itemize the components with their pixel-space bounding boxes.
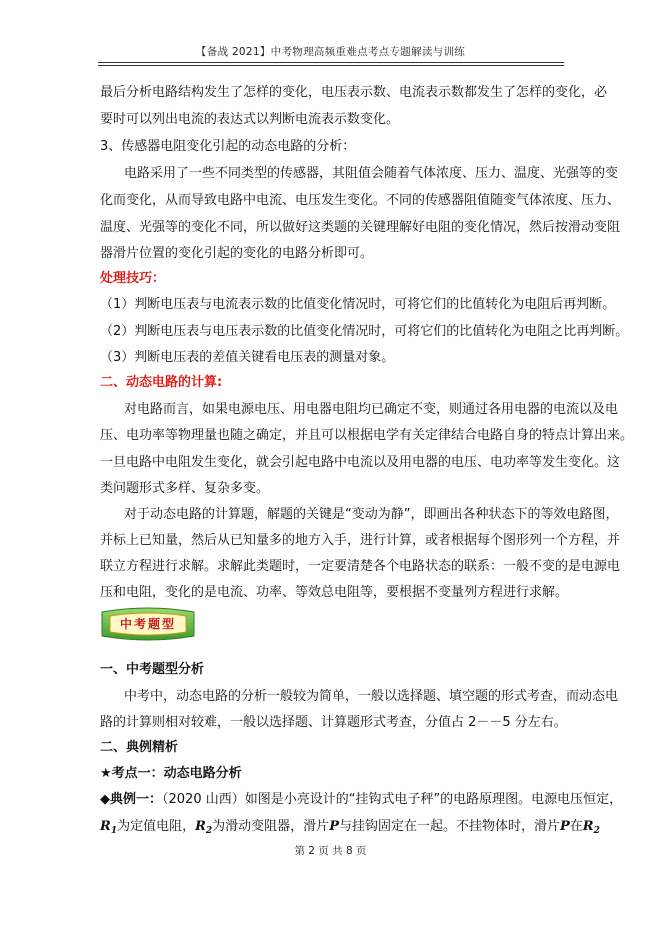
section-heading: 二、典例精析 <box>100 740 179 755</box>
body-line: 器滑片位置的变化引起的变化的电路分析即可。 <box>100 246 374 261</box>
var-r1: R <box>100 819 111 834</box>
body-line: 化而变化，从而导致电路中电流、电压发生变化。不同的传感器阻值随变气体浓度、压力、 <box>100 193 621 208</box>
example-text: 在 <box>569 819 583 834</box>
example-text: 为滑动变阻器，滑片 <box>212 819 330 834</box>
section-heading: 二、动态电路的计算: <box>100 375 223 390</box>
body-line: 压和电阻，变化的是电流、功率、等效总电阻等，要根据不变量列方程进行求解。 <box>100 585 569 600</box>
page-header: 【备战 2021】中考物理高频重难点考点专题解读与训练 <box>195 46 466 58</box>
tips-heading: 处理技巧： <box>100 271 166 286</box>
example-line <box>100 819 600 836</box>
section-heading: 一、中考题型分析 <box>100 662 205 677</box>
topic-heading: ★考点一：动态电路分析 <box>100 766 242 781</box>
body-line: 压、电功率等物理量也随之确定，并且可以根据电学有关定律结合电路自身的特点计算出来。 <box>100 428 634 443</box>
var-r2-sub: 2 <box>205 826 213 836</box>
exam-type-banner <box>96 604 200 644</box>
body-line: 一旦电路中电阻发生变化，就会引起电路中电流以及用电器的电压、电功率等发生变化。这 <box>100 455 621 470</box>
var-p: P <box>329 819 339 834</box>
body-line: 路的计算则相对较难，一般以选择题、计算题形式考查，分值占 2－－5 分左右。 <box>100 715 567 730</box>
body-line: 并标上已知量，然后从已知量多的地方入手，进行计算，或者根据每个图形列一个方程，并 <box>100 533 621 548</box>
body-line: 温度、光强等的变化不同，所以做好这类题的关键理解好电阻的变化情况，然后按滑动变阻 <box>100 220 621 235</box>
page-footer: 第 2 页 共 8 页 <box>294 845 367 857</box>
banner-label: 中考题型 <box>119 617 176 631</box>
body-line: 电路采用了一些不同类型的传感器，其阻值会随着气体浓度、压力、温度、光强等的变 <box>124 166 619 181</box>
tip-item: （2）判断电压表与电压表示数的比值变化情况时，可将它们的比值转化为电阻之比再判断。 <box>100 324 629 339</box>
var-r2-sub: 2 <box>593 826 600 836</box>
body-line: 对于动态电路的计算题，解题的关键是“变动为静”，即画出各种状态下的等效电路图， <box>124 507 619 522</box>
var-r2: R <box>582 819 594 834</box>
body-line: 要时可以列出电流的表达式以判断电流表示数变化。 <box>100 112 400 127</box>
body-line: 联立方程进行求解。求解此类题时，一定要清楚各个电路状态的联系：一般不变的是电源电 <box>100 559 621 574</box>
body-line: 最后分析电路结构发生了怎样的变化，电压表示数、电流表示数都发生了怎样的变化，必 <box>100 85 608 100</box>
body-line: 类问题形式多样、复杂多变。 <box>100 481 270 496</box>
tip-item: （3）判断电压表的差值关键看电压表的测量对象。 <box>100 350 395 365</box>
example-label: ◆典例一： <box>100 792 162 807</box>
example-line <box>100 792 622 808</box>
var-r1-sub: 1 <box>110 826 118 836</box>
header-rule-bottom <box>98 65 564 66</box>
var-r2: R <box>195 819 206 834</box>
body-line: 中考中，动态电路的分析一般较为简单，一般以选择题、填空题的形式考查，而动态电 <box>124 689 619 704</box>
example-text: 为定值电阻， <box>117 819 196 834</box>
header-rule-top <box>98 62 564 63</box>
tip-item: （1）判断电压表与电流表示数的比值变化情况时，可将它们的比值转化为电阻后再判断。 <box>100 297 616 312</box>
example-text: 与挂钩固定在一起。不挂物体时，滑片 <box>338 819 560 834</box>
var-p: P <box>559 819 570 834</box>
body-line: 对电路而言，如果电源电压、用电器电阻均已确定不变，则通过各用电器的电流以及电 <box>124 402 619 417</box>
section-subheading: 3、传感器电阻变化引起的动态电路的分析： <box>100 139 356 154</box>
example-text: （2020 山西）如图是小亮设计的“挂钩式电子秤”的电路原理图。电源电压恒定， <box>162 792 623 807</box>
